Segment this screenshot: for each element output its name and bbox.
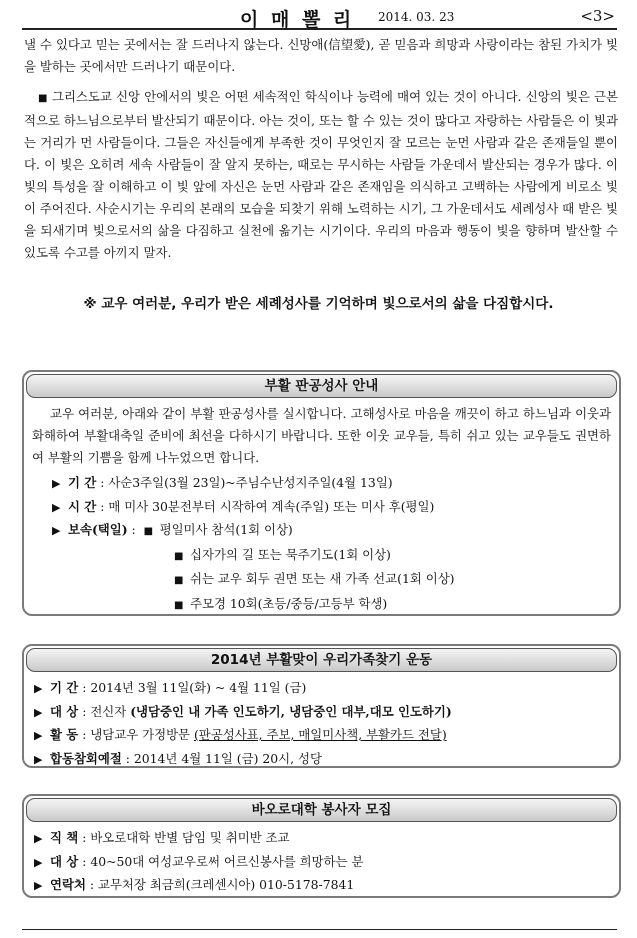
activity-row: ▶ 활 동 : 냉담교우 가정방문 (판공성사표, 주보, 매일미사책, 부활카드 전달) [34,724,611,748]
period-value: 사순3주일(3월 23일)~주님수난성지주일(4월 13일) [108,475,393,490]
emphasis-line: ※ 교우 여러분, 우리가 받은 세례성사를 기억하며 빛으로서의 삶을 다짐합시다. [83,296,554,312]
penance-label: 보속(택일) [68,522,128,537]
period-label: 기 간 [68,475,97,490]
mass-label: 합동참회예절 [50,750,122,766]
arrow-icon: ▶ [34,752,43,766]
arrow-icon: ▶ [34,729,43,742]
bottom-divider [22,929,617,930]
contact-value: 교무처장 최금희(크레센시아) 010-5178-7841 [97,877,355,892]
paragraph-1: 낼 수 있다고 믿는 곳에서는 잘 드러나지 않는다. 신망애(信望愛), 곧 믿음과 희망과 사랑이라는 참된 가치가 빛을 발하는 곳에서만 드러나기 때문이다. [24,37,618,74]
contact-row: ▶ 연락처 : 교무처장 최금희(크레센시아) 010-5178-7841 [34,874,611,898]
square-bullet-icon: ■ [38,93,48,104]
penance-item: 쉬는 교우 회두 권면 또는 새 가족 선교(1회 이상) [190,571,455,586]
arrow-icon: ▶ [34,879,43,892]
square-bullet-icon: ■ [143,526,154,537]
paragraph-2 [24,86,618,264]
time-value: 매 미사 30분전부터 시작하여 계속(주일) 또는 미사 후(평일) [108,498,435,514]
family-finding-box [22,644,621,768]
target-detail: (냉담중인 내 가족 인도하기, 냉담중인 대부,대모 인도하기) [130,703,452,719]
time-label: 시 간 [68,498,97,514]
arrow-icon: ▶ [52,524,61,537]
target-label: 대 상 [50,703,79,719]
target-row: ▶ 대 상 : 전신자 (냉담중인 내 가족 인도하기, 냉담중인 대부,대모 인도하기) [34,701,611,725]
arrow-icon: ▶ [34,705,43,719]
target-prefix: 전신자 [90,703,131,719]
easter-confession-box [22,370,621,616]
page-header [22,4,617,30]
bulletin-title: 이 매 뽈 리 [240,9,355,31]
contact-label: 연락처 [50,877,86,892]
role-row: ▶ 직 책 : 바오로대학 반별 담임 및 취미반 조교 [34,827,611,851]
paul-college-box [22,794,621,898]
penance-row: ▶ 보속(택일) : ■ 평일미사 참석(1회 이상) [32,519,611,544]
activity-label: 활 동 [50,727,79,742]
bulletin-date: 2014. 03. 23 [378,10,455,24]
paul-college-title: 바오로대학 봉사자 모집 [26,798,617,822]
period-row: ▶ 기 간 : 2014년 3월 11일(화) ~ 4월 11일 (금) [34,677,611,701]
mass-value: 2014년 4월 11일 (금) 20시, 성당 [133,750,322,766]
period-row: ▶ 기 간 : 사순3주일(3월 23일)~주님수난성지주일(4월 13일) [32,472,611,496]
easter-confession-title: 부활 판공성사 안내 [26,374,617,398]
role-label: 직 책 [50,830,79,845]
activity-prefix: 냉담교우 가정방문 [90,727,194,742]
page-number: <3> [580,7,615,25]
target-value: 40~50대 여성교우로써 어르신봉사를 희망하는 분 [90,853,364,869]
arrow-icon: ▶ [34,855,43,869]
easter-confession-intro: 교우 여러분, 아래와 같이 부활 판공성사를 실시합니다. 고해성사로 마음을 깨끗이 하고 하느님과 이웃과 화해하여 부활대축일 준비에 최선을 다하시기 바랍니다. 또한 이웃 교우들, 특히 쉬고 있는 교우들도 권면하여 부활의 기쁨을 함께 나누었으면 합니다. [32,406,611,465]
square-bullet-icon: ■ [174,550,184,562]
time-row: ▶ 시 간 : 매 미사 30분전부터 시작하여 계속(주일) 또는 미사 후(평일) [32,496,611,520]
penance-item: 주모경 10회(초등/중등/고등부 학생) [190,595,388,611]
period-label: 기 간 [50,680,79,695]
penance-item: 십자가의 길 또는 묵주기도(1회 이상) [190,546,391,562]
square-bullet-icon: ■ [174,575,184,586]
penance-row [32,593,611,618]
penance-row [32,544,611,569]
penance-row [32,568,611,593]
target-row: ▶ 대 상 : 40~50대 여성교우로써 어르신봉사를 희망하는 분 [34,851,611,875]
penance-item: 평일미사 참석(1회 이상) [159,522,293,537]
family-finding-title: 2014년 부활맞이 우리가족찾기 운동 [26,648,617,672]
arrow-icon: ▶ [34,682,43,695]
arrow-icon: ▶ [52,477,61,490]
square-bullet-icon: ■ [174,599,184,611]
paragraph-2-text: 그리스도교 신앙 안에서의 빛은 어떤 세속적인 학식이나 능력에 매여 있는 것이 아니다. 신앙의 빛은 근본적으로 하느님으로부터 발산되기 때문이다. 아는 것이, 또는 할 수 있는 것이 많다고 자랑하는 사람들은 이 빛과는 거리가 먼 사람들이다. 그들은 자신들에게 부족한 것이 무엇인지 잘 모르는 눈먼 사람과 같은 존재들일 뿐이다. 이 빛은 오히려 세속 사람들이 잘 알지 못하는, 때로는 무시하는 사람들 가운데서 발산되는 경우가 많다. 이 빛의 특성을 잘 이해하고 이 빛 앞에 자신은 눈먼 사람과 같은 존재임을 의식하고 고백하는 사람에게 비로소 빛이 주어진다. 사순시기는 우리의 본래의 모습을 되찾기 위해 노력하는 시기, 그 가운데서도 세례성사 때 받은 빛을 되새기며 빛으로서의 삶을 다짐하고 실천에 옮기는 시기이다. 우리의 마음과 행동이 빛을 향하며 발산할 수 있도록 수고를 아끼지 말자. [24,89,618,260]
arrow-icon: ▶ [34,832,43,845]
activity-detail: (판공성사표, 주보, 매일미사책, 부활카드 전달) [193,727,447,742]
target-label: 대 상 [50,853,79,869]
period-value: 2014년 3월 11일(화) ~ 4월 11일 (금) [90,680,307,695]
mass-row: ▶ 합동참회예절 : 2014년 4월 11일 (금) 20시, 성당 [34,748,611,772]
arrow-icon: ▶ [52,500,61,514]
role-value: 바오로대학 반별 담임 및 취미반 조교 [90,830,290,845]
